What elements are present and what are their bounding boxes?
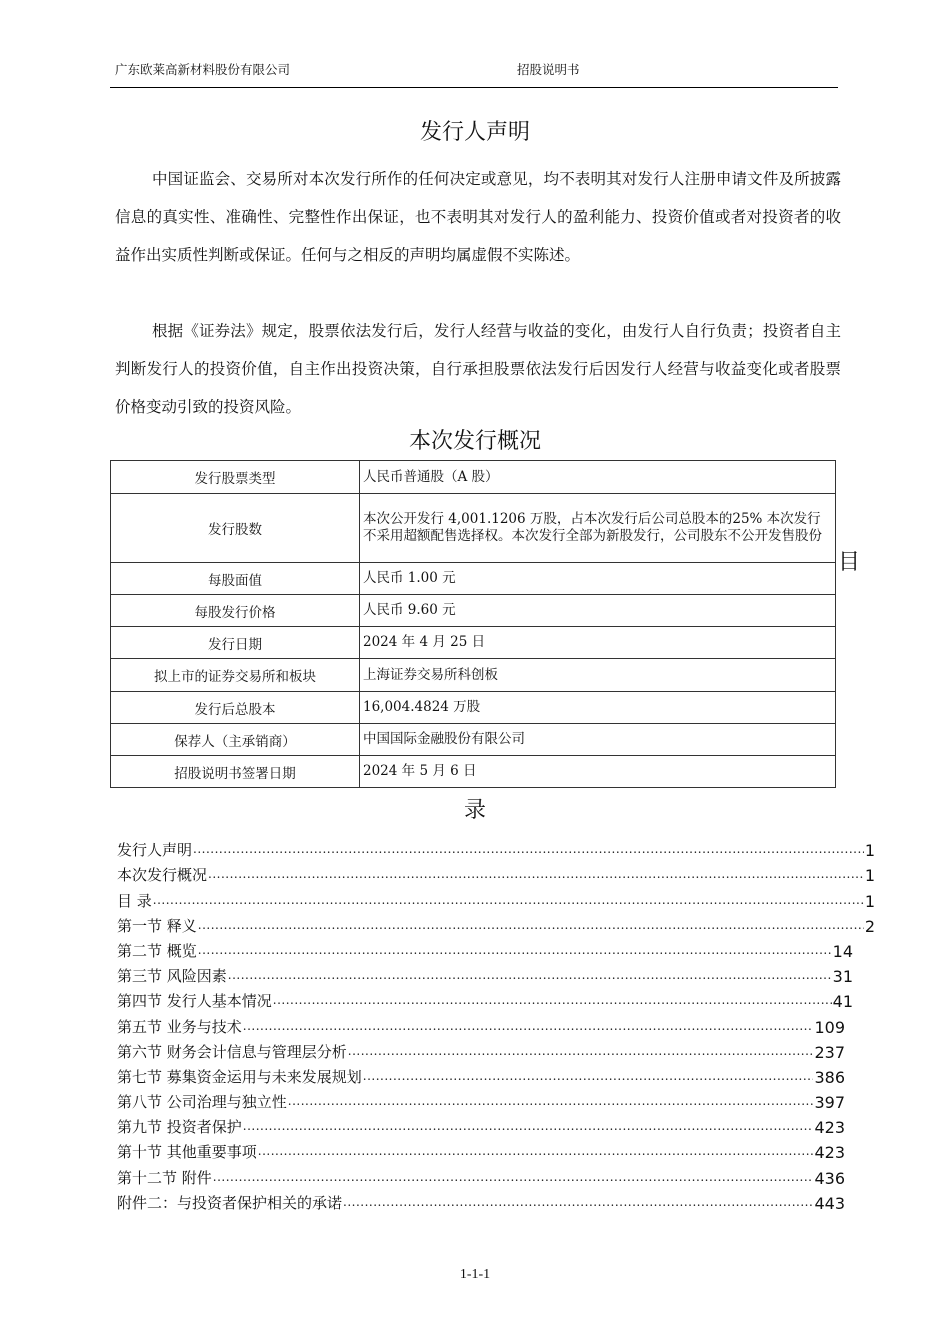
- table-row: [111, 627, 836, 659]
- toc-entry[interactable]: [117, 1112, 875, 1137]
- toc-leader-dots: [208, 867, 864, 881]
- toc-page-number: 386: [814, 1067, 845, 1087]
- toc-entry[interactable]: [117, 986, 875, 1011]
- toc-page-number: 1: [864, 891, 875, 911]
- table-row: [111, 494, 836, 563]
- toc-leader-dots: [243, 1119, 814, 1133]
- toc-leader-dots: [343, 1195, 813, 1209]
- toc-page-number: 423: [814, 1143, 845, 1163]
- table-value: 2024 年 5 月 6 日: [360, 756, 836, 788]
- toc-page-number: 397: [814, 1093, 845, 1113]
- toc-label: 附件二：与投资者保护相关的承诺: [117, 1193, 343, 1212]
- toc-leader-dots: [243, 1019, 814, 1033]
- toc-label: 第十节 其他重要事项: [117, 1143, 257, 1162]
- toc-entry[interactable]: [117, 1011, 875, 1036]
- toc-label: 第七节 募集资金运用与未来发展规划: [117, 1067, 362, 1086]
- toc-leader-dots: [153, 893, 864, 907]
- table-row: [111, 595, 836, 627]
- table-key: 发行后总股本: [111, 692, 360, 724]
- toc-label: 第八节 公司治理与独立性: [117, 1093, 287, 1112]
- table-key: 拟上市的证券交易所和板块: [111, 659, 360, 692]
- statement-paragraph-2: 根据《证券法》规定，股票依法发行后，发行人经营与收益的变化，由发行人自行负责；投资者自主判断发行人的投资价值，自主作出投资决策，自行承担股票依法发行后因发行人经营与收益变化或者股票价格变动引致的投资风险。: [115, 322, 841, 416]
- table-value: 中国国际金融股份有限公司: [360, 724, 836, 756]
- toc-page-number: 14: [832, 941, 853, 961]
- toc-leader-dots: [198, 918, 864, 932]
- toc-entry[interactable]: [117, 835, 875, 860]
- table-value: 人民币 1.00 元: [360, 563, 836, 595]
- toc-entry[interactable]: [117, 860, 875, 885]
- toc-label: 发行人声明: [117, 841, 193, 860]
- toc-page-number: 436: [814, 1168, 845, 1188]
- toc-entry[interactable]: [117, 885, 875, 910]
- table-key: 招股说明书签署日期: [111, 756, 360, 788]
- table-key: 发行日期: [111, 627, 360, 659]
- page-number: 1-1-1: [459, 1267, 491, 1282]
- table-row: [111, 659, 836, 692]
- table-key: 发行股数: [111, 494, 360, 563]
- table-value: 人民币普通股（A 股）: [360, 461, 836, 494]
- table-row: [111, 563, 836, 595]
- toc-label: 本次发行概况: [117, 866, 208, 885]
- toc-entry[interactable]: [117, 911, 875, 936]
- toc-entry[interactable]: [117, 936, 875, 961]
- toc-leader-dots: [228, 968, 832, 982]
- table-row: [111, 724, 836, 756]
- toc-page-number: 237: [814, 1042, 845, 1062]
- toc-leader-dots: [213, 1170, 814, 1184]
- toc-leader-dots: [193, 842, 864, 856]
- table-value: 本次公开发行 4,001.1206 万股，占本次发行后公司总股本的25% 本次发行不采用超额配售选择权。本次发行全部为新股发行，公司股东不公开发售股份: [360, 494, 836, 563]
- toc-page-number: 31: [832, 967, 853, 987]
- toc-page-number: 443: [814, 1193, 845, 1213]
- offering-overview-table: [110, 460, 836, 788]
- toc-leader-dots: [348, 1044, 814, 1058]
- toc-leader-dots: [198, 943, 832, 957]
- toc-label: 第一节 释义: [117, 916, 197, 935]
- table-key: 保荐人（主承销商）: [111, 724, 360, 756]
- toc-page-number: 1: [864, 841, 875, 861]
- toc-entry[interactable]: [117, 1188, 875, 1213]
- toc-label: 第九节 投资者保护: [117, 1118, 242, 1137]
- issuer-statement-title: 发行人声明: [419, 120, 530, 145]
- toc-title-part-2: 录: [463, 798, 486, 823]
- toc-page-number: 41: [832, 992, 853, 1012]
- table-row: [111, 692, 836, 724]
- toc-entry[interactable]: [117, 1137, 875, 1162]
- toc-page-number: 1: [864, 866, 875, 886]
- toc-label: 第十二节 附件: [117, 1168, 212, 1187]
- table-value: 上海证券交易所科创板: [360, 659, 836, 692]
- toc-entry[interactable]: [117, 1162, 875, 1187]
- table-value: 2024 年 4 月 25 日: [360, 627, 836, 659]
- header-company-name: 广东欧莱高新材料股份有限公司: [115, 62, 291, 77]
- table-row: [111, 756, 836, 788]
- toc-label: 目 录: [117, 891, 152, 910]
- toc-page-number: 109: [814, 1017, 845, 1037]
- header-document-type: 招股说明书: [517, 62, 580, 77]
- toc-leader-dots: [288, 1094, 814, 1108]
- toc-page-number: 423: [814, 1118, 845, 1138]
- statement-paragraph-1: 中国证监会、交易所对本次发行所作的任何决定或意见，均不表明其对发行人注册申请文件及所披露信息的真实性、准确性、完整性作出保证，也不表明其对发行人的盈利能力、投资价值或者对投资者的收益作出实质性判断或保证。任何与之相反的声明均属虚假不实陈述。: [115, 170, 841, 264]
- toc-entry[interactable]: [117, 961, 875, 986]
- toc-entry[interactable]: [117, 1087, 875, 1112]
- toc-leader-dots: [273, 993, 832, 1007]
- table-key: 每股发行价格: [111, 595, 360, 627]
- toc-label: 第五节 业务与技术: [117, 1017, 242, 1036]
- toc-label: 第六节 财务会计信息与管理层分析: [117, 1042, 347, 1061]
- table-row: [111, 461, 836, 494]
- offering-overview-title: 本次发行概况: [408, 429, 541, 454]
- table-value: 人民币 9.60 元: [360, 595, 836, 627]
- toc-leader-dots: [363, 1069, 814, 1083]
- toc-leader-dots: [258, 1144, 814, 1158]
- table-key: 发行股票类型: [111, 461, 360, 494]
- toc-label: 第二节 概览: [117, 941, 197, 960]
- toc-entry[interactable]: [117, 1062, 875, 1087]
- table-of-contents: [117, 835, 875, 1213]
- table-key: 每股面值: [111, 563, 360, 595]
- table-value: 16,004.4824 万股: [360, 692, 836, 724]
- toc-label: 第四节 发行人基本情况: [117, 992, 272, 1011]
- toc-title-part-1: 目: [838, 550, 861, 575]
- toc-page-number: 2: [864, 916, 875, 936]
- toc-label: 第三节 风险因素: [117, 967, 227, 986]
- toc-entry[interactable]: [117, 1037, 875, 1062]
- header-divider: [110, 87, 838, 88]
